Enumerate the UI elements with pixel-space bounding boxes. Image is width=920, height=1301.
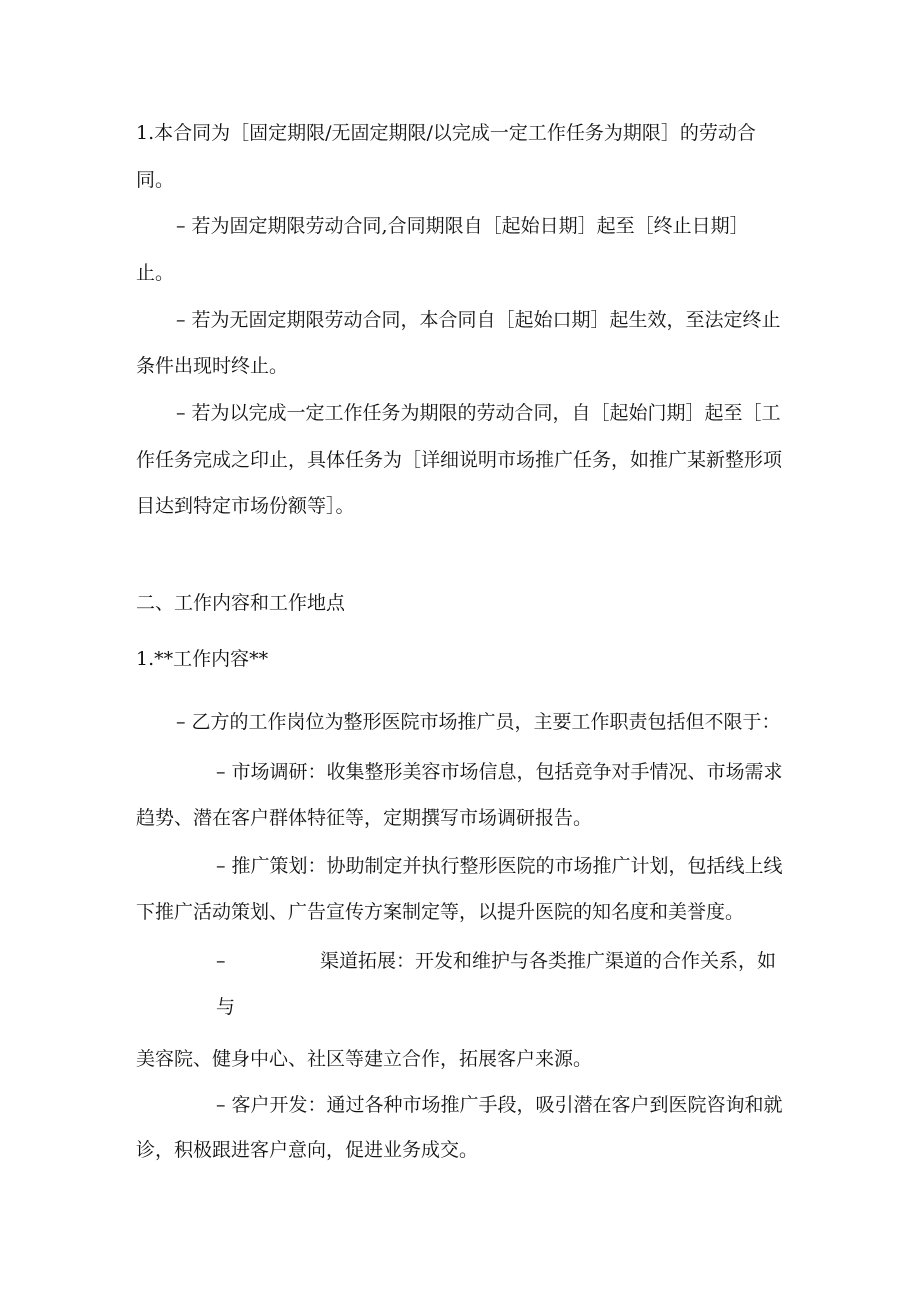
duty-research-line-1: – 市场调研：收集整形美容市场信息，包括竞争对手情况、市场需求 [216, 761, 783, 783]
fixed-term-line-1: – 若为固定期限劳动合同,合同期限自［起始日期］起至［终止日期］ [176, 215, 749, 237]
duty-channel-line-2: 与 [216, 996, 236, 1018]
fixed-term-line-2: 止。 [136, 262, 175, 284]
duty-channel-line-3: 美容院、健身中心、社区等建立合作，拓展客户来源。 [136, 1048, 593, 1070]
duty-planning-line-1: – 推广策划：协助制定并执行整形医院的市场推广计划，包括线上线 [216, 855, 783, 877]
task-term-line-2: 作任务完成之印止，具体任务为［详细说明市场推广任务，如推广某新整形项 [136, 449, 783, 471]
duty-research-line-2: 趋势、潜在客户群体特征等，定期撰写市场调研报告。 [136, 807, 593, 829]
task-term-line-1: – 若为以完成一定工作任务为期限的劳动合同，自［起始门期］起至［工 [176, 402, 781, 424]
duties-intro: – 乙方的工作岗位为整形医院市场推广员，主要工作职责包括但不限于： [176, 711, 781, 733]
section-heading: 二、工作内容和工作地点 [136, 592, 346, 614]
sub-heading: 1.**工作内容** [136, 648, 269, 670]
duty-channel-dash: – [216, 950, 226, 972]
term-clause-line-2: 同。 [136, 169, 175, 191]
open-term-line-2: 条件出现时终止。 [136, 355, 289, 377]
duty-channel-line-1: 渠道拓展：开发和维护与各类推广渠道的合作关系，如 [320, 950, 777, 972]
task-term-line-3: 目达到特定市场份额等］。 [136, 495, 355, 517]
duty-client-line-1: – 客户开发：通过各种市场推广手段，吸引潜在客户到医院咨询和就 [216, 1094, 783, 1116]
duty-client-line-2: 诊，积极跟进客户意向，促进业务成交。 [136, 1139, 479, 1161]
term-clause-line-1: 1.本合同为［固定期限/无固定期限/以完成一定工作任务为期限］的劳动合 [136, 122, 756, 144]
duty-planning-line-2: 下推广活动策划、广告宣传方案制定等，以提升医院的知名度和美誉度。 [136, 901, 745, 923]
open-term-line-1: – 若为无固定期限劳动合同，本合同自［起始口期］起生效，至法定终止 [176, 309, 781, 331]
